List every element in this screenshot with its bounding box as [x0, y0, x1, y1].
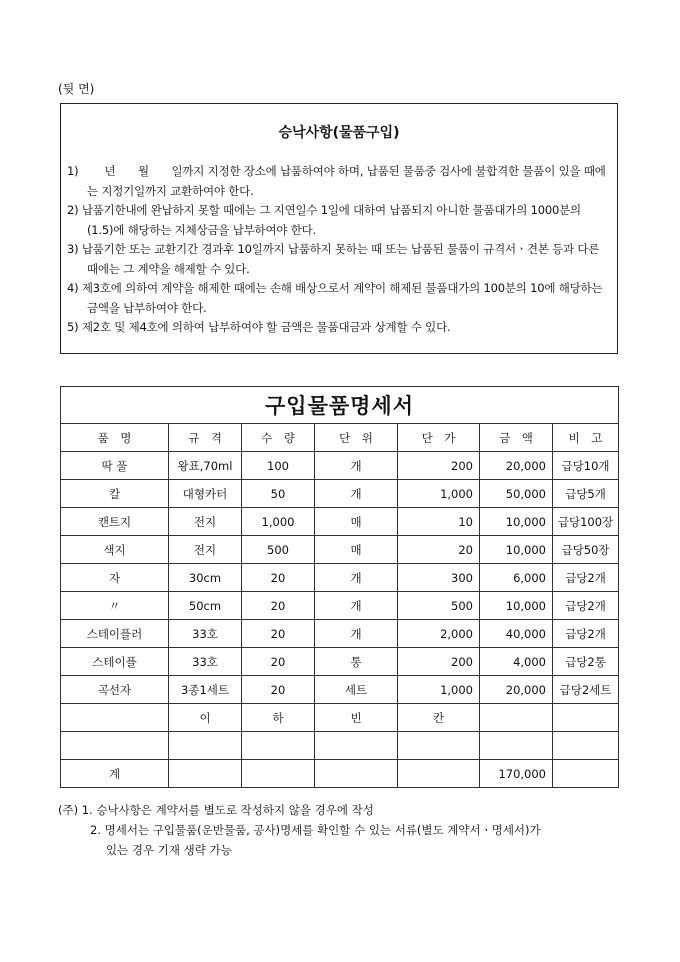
table-cell: 20 — [242, 620, 315, 648]
column-header: 단 가 — [398, 424, 480, 452]
table-cell: 개 — [315, 592, 398, 620]
table-cell — [169, 732, 242, 760]
terms-item: 4) 제3호에 의하여 계약을 해제한 때에는 손해 배상으로서 계약이 해제된 물품대가의 100분의 10에 해당하는 금액을 납부하여야 한다. — [67, 281, 603, 315]
table-cell: 급당2개 — [553, 564, 619, 592]
table-cell: 급당100장 — [553, 508, 619, 536]
table-cell: 개 — [315, 564, 398, 592]
purchase-spec-table — [60, 386, 619, 788]
table-cell: 이 — [169, 704, 242, 732]
table-cell: 매 — [315, 536, 398, 564]
table-cell: 6,000 — [480, 564, 553, 592]
table-cell — [169, 760, 242, 788]
table-cell: 10,000 — [480, 536, 553, 564]
table-cell: 〃 — [61, 592, 169, 620]
table-row — [61, 620, 619, 648]
table-cell: 곡선자 — [61, 676, 169, 704]
table-cell — [61, 704, 169, 732]
table-row — [61, 452, 619, 480]
table-cell: 전지 — [169, 536, 242, 564]
table-cell: 1,000 — [398, 480, 480, 508]
acceptance-terms-box — [60, 103, 618, 354]
table-cell — [553, 704, 619, 732]
table-cell — [315, 732, 398, 760]
table-cell: 500 — [398, 592, 480, 620]
table-cell: 개 — [315, 452, 398, 480]
table-cell — [242, 760, 315, 788]
table-row — [61, 760, 619, 788]
table-cell — [398, 732, 480, 760]
terms-item: 2) 납품기한내에 완납하지 못할 때에는 그 지연일수 1일에 대하여 납품되지 아니한 물품대가의 1000분의 (1.5)에 해당하는 지체상금을 납부하여야 한다. — [67, 203, 581, 237]
table-cell: 20 — [398, 536, 480, 564]
table-cell: 2,000 — [398, 620, 480, 648]
table-cell: 200 — [398, 452, 480, 480]
table-cell: 20,000 — [480, 676, 553, 704]
table-cell: 칸 — [398, 704, 480, 732]
terms-item: 1) 년 월 일까지 지정한 장소에 납품하여야 하며, 납품된 물품중 검사에 불합격한 물품이 있을 때에는 지정기일까지 교환하여야 한다. — [67, 164, 606, 198]
column-header: 금 액 — [480, 424, 553, 452]
table-cell: 50 — [242, 480, 315, 508]
table-cell: 10,000 — [480, 592, 553, 620]
table-cell: 세트 — [315, 676, 398, 704]
table-cell: 300 — [398, 564, 480, 592]
table-cell: 캔트지 — [61, 508, 169, 536]
table-cell: 50cm — [169, 592, 242, 620]
table-cell: 40,000 — [480, 620, 553, 648]
terms-item: 3) 납품기한 또는 교환기간 경과후 10일까지 납품하지 못하는 때 또는 납품된 물품이 규격서ㆍ견본 등과 다른 때에는 그 계약을 해제할 수 있다. — [67, 242, 600, 276]
table-cell: 50,000 — [480, 480, 553, 508]
table-cell: 급당2세트 — [553, 676, 619, 704]
table-cell: 20 — [242, 676, 315, 704]
table-cell: 170,000 — [480, 760, 553, 788]
table-cell — [61, 732, 169, 760]
table-cell: 20,000 — [480, 452, 553, 480]
table-cell: 전지 — [169, 508, 242, 536]
table-cell: 20 — [242, 564, 315, 592]
table-cell: 10,000 — [480, 508, 553, 536]
terms-item: 5) 제2호 및 제4호에 의하여 납부하여야 할 금액은 물품대금과 상계할 수 있다. — [67, 320, 451, 334]
table-cell: 빈 — [315, 704, 398, 732]
table-row — [61, 648, 619, 676]
table-row — [61, 480, 619, 508]
table-cell: 200 — [398, 648, 480, 676]
table-cell — [315, 760, 398, 788]
table-row — [61, 704, 619, 732]
footnote-1: (주) 1. 승낙사항은 계약서를 별도로 작성하지 않을 경우에 작성 — [58, 803, 374, 817]
table-cell: 33호 — [169, 648, 242, 676]
table-cell: 30cm — [169, 564, 242, 592]
column-header: 수 량 — [242, 424, 315, 452]
back-side-label: (뒷 면) — [58, 82, 95, 96]
table-cell: 매 — [315, 508, 398, 536]
table-row — [61, 676, 619, 704]
footnote-2-cont: 있는 경우 기재 생략 가능 — [106, 843, 232, 857]
terms-title: 승낙사항(물품구입) — [278, 125, 400, 141]
table-cell: 스테이플 — [61, 648, 169, 676]
table-row — [61, 508, 619, 536]
table-row — [61, 564, 619, 592]
header-row — [61, 424, 619, 452]
footnote-2: 2. 명세서는 구입물품(운반물품, 공사)명세를 확인할 수 있는 서류(별도 계약서ㆍ명세서)가 — [90, 823, 541, 837]
column-header: 단 위 — [315, 424, 398, 452]
table-row — [61, 536, 619, 564]
footnotes — [58, 800, 628, 860]
column-header: 비 고 — [553, 424, 619, 452]
table-cell — [480, 732, 553, 760]
table-cell: 3종1세트 — [169, 676, 242, 704]
terms-list — [67, 162, 609, 338]
table-cell: 개 — [315, 620, 398, 648]
table-cell: 급당2개 — [553, 592, 619, 620]
table-cell: 급당10개 — [553, 452, 619, 480]
table-cell: 4,000 — [480, 648, 553, 676]
table-cell: 스테이플러 — [61, 620, 169, 648]
table-cell: 하 — [242, 704, 315, 732]
table-cell: 10 — [398, 508, 480, 536]
table-cell: 500 — [242, 536, 315, 564]
table-cell: 급당5개 — [553, 480, 619, 508]
table-cell: 100 — [242, 452, 315, 480]
table-cell: 자 — [61, 564, 169, 592]
table-cell — [480, 704, 553, 732]
table-cell: 통 — [315, 648, 398, 676]
table-cell: 33호 — [169, 620, 242, 648]
table-cell — [242, 732, 315, 760]
table-cell: 급당2개 — [553, 620, 619, 648]
table-cell: 개 — [315, 480, 398, 508]
table-cell: 계 — [61, 760, 169, 788]
column-header: 규 격 — [169, 424, 242, 452]
table-cell: 1,000 — [242, 508, 315, 536]
table-cell: 급당2통 — [553, 648, 619, 676]
table-cell: 딱 풀 — [61, 452, 169, 480]
table-row — [61, 592, 619, 620]
table-cell: 색지 — [61, 536, 169, 564]
table-cell — [398, 760, 480, 788]
table-cell: 급당50장 — [553, 536, 619, 564]
table-cell: 1,000 — [398, 676, 480, 704]
table-cell — [553, 760, 619, 788]
table-row — [61, 732, 619, 760]
column-header: 품 명 — [61, 424, 169, 452]
spec-title: 구입물품명세서 — [61, 387, 619, 424]
table-cell: 왕표,70ml — [169, 452, 242, 480]
table-cell — [553, 732, 619, 760]
table-cell: 20 — [242, 648, 315, 676]
table-cell: 20 — [242, 592, 315, 620]
table-cell: 칼 — [61, 480, 169, 508]
table-cell: 대형카터 — [169, 480, 242, 508]
